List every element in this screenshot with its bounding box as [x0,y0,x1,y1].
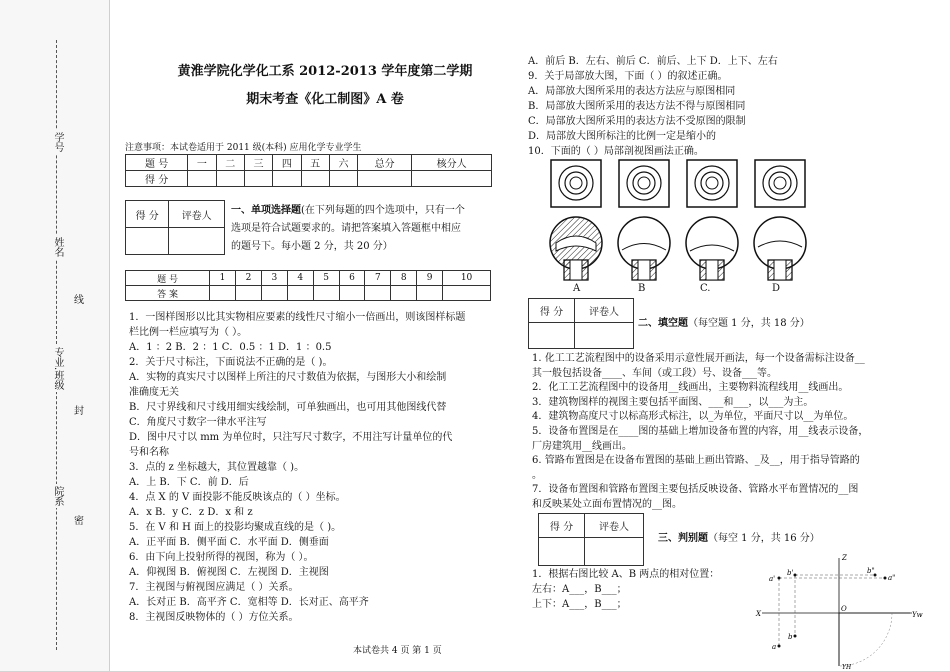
origin-label: O [841,605,847,613]
question-line: 左右：A___，B___； [532,584,627,595]
answer-header-cell: 3 [261,271,287,286]
answer-row-label: 答 案 [126,286,210,301]
question-line: 3．建筑物图样的视图主要包括平面图、___和___，以___为主。 [532,396,814,408]
section2-title: 二、填空题 [638,318,688,329]
grader-score-label: 得 分 [126,201,169,228]
question-line: 6. 管路布置图是在设备布置图的基础上画出管路、_及__，用于指导管路的 [532,455,860,467]
score-table [125,154,492,187]
question-line: 上下：A___，B___； [532,599,627,610]
section-view-figures [546,155,826,295]
question-line: 6．由下向上投射所得的视图，称为（ ）。 [129,552,314,563]
section1-instr: (在下列每题的四个选项中，只有一个 [301,205,465,216]
projection-diagram [742,548,942,671]
grader-score-cell[interactable] [539,538,585,566]
score-header-cell: 二 [216,155,244,171]
figure-label-a: A [573,283,581,294]
answer-header-cell: 9 [417,271,443,286]
answer-header-cell: 4 [287,271,313,286]
axis-label-z: Z [842,554,847,562]
name-label: 姓名 [52,237,63,257]
question-line: 3．点的 z 坐标越大，其位置越靠（ )。 [129,462,305,473]
question-line: 1．根据右图比较 A、B 两点的相对位置： [532,569,720,580]
grader-name-label: 评卷人 [585,514,644,538]
axis-label-yh: YH [842,664,852,671]
question-line: 。 [532,469,542,481]
figure-b [618,160,670,280]
section1-header [231,202,501,256]
binding-margin [0,0,110,671]
page-footer: 本试卷共 4 页 第 1 页 [353,646,442,656]
grader-score-label: 得 分 [529,299,575,323]
question-line: 2．化工工艺流程图中的设备用__线画出，主要物料流程线用__线画出。 [532,382,849,394]
grader-box-3 [538,513,644,566]
section2-note: （每空题 1 分，共 18 分） [688,318,810,329]
question-list-right-top [528,54,778,159]
grader-name-cell[interactable] [169,228,225,255]
answer-table [125,270,491,301]
question-line: 4．建筑物高度尺寸以标高形式标注，以_为单位，平面尺寸以__为单位。 [532,411,854,423]
point-label-a: a [772,643,777,651]
question-line: 厂房建筑用__线画出。 [532,440,632,452]
answer-cell[interactable] [365,286,391,301]
score-header-cell: 五 [301,155,329,171]
question-line: 1．一图样图形以比其实物相应要素的线性尺寸缩小一倍画出，则该图样标题 [129,312,466,323]
question-line: A．长对正 B．高平齐 C．宽相等 D．长对正、高平齐 [129,597,369,608]
score-cell[interactable] [301,171,329,187]
question-line: A．局部放大图所采用的表达方法应与原图相同 [528,86,736,97]
question-line: 栏比例一栏应填写为（ ）。 [129,327,248,338]
question-line: 1. 化工工艺流程图中的设备采用示意性展开画法，每一个设备需标注设备__ [532,353,865,364]
score-header-cell: 四 [273,155,301,171]
question-line: A．1 ：2 B．2 ：1 C．0.5 ：1 D．1 ：0.5 [129,342,332,353]
question-line: 8．主视图反映物体的（ ）方位关系。 [129,612,299,623]
answer-cell[interactable] [443,286,491,301]
grader-name-cell[interactable] [585,538,644,566]
section2-header [638,315,810,333]
grader-box-2 [528,298,634,349]
answer-header-cell: 2 [235,271,261,286]
section1-instr: 选项是符合试题要求的。请把答案填入答题框中相应 [231,223,461,234]
answer-cell[interactable] [235,286,261,301]
answer-cell[interactable] [261,286,287,301]
exam-notice: 注意事项：本试卷适用于 2011 级(本科) 应用化学专业学生 [125,143,362,153]
major-class-label: 专业.班级 [52,347,63,391]
figure-label-c: C. [700,283,711,294]
answer-header-cell: 1 [210,271,236,286]
point-label-b: b [788,633,793,641]
question-line: 4．点 X 的 V 面投影不能反映该点的（ ）坐标。 [129,492,346,503]
question-line: 号和名称 [129,447,169,458]
figure-label-d: D [772,283,781,294]
grader-name-label: 评卷人 [575,299,634,323]
grader-name-cell[interactable] [575,323,634,349]
grader-score-cell[interactable] [529,323,575,349]
score-cell[interactable] [188,171,216,187]
answer-header-cell: 7 [365,271,391,286]
answer-header-cell: 5 [313,271,339,286]
section3-title: 三、判别题 [658,533,708,544]
question-list-fill [532,352,868,513]
answer-cell[interactable] [313,286,339,301]
question-line: 2．关于尺寸标注，下面说法不正确的是（ )。 [129,357,333,368]
answer-header-cell: 10 [443,271,491,286]
point-label-b-prime: b' [787,569,794,577]
score-cell[interactable] [216,171,244,187]
grader-box-1 [125,200,225,255]
question-line: 7．主视图与俯视图应满足（ ）关系。 [129,582,299,593]
section3-header [658,530,820,548]
department-label: 院系 [52,486,63,506]
figure-label-b: B [638,283,646,294]
answer-header-cell: 6 [339,271,365,286]
answer-cell[interactable] [210,286,236,301]
exam-title: 黄淮学院化学化工系 2012-2013 学年度第二学期 [177,64,473,79]
seal-char-seal: 封 [72,402,86,417]
score-cell[interactable] [329,171,357,187]
point-label-a-double-prime: a" [888,574,896,582]
score-row-label: 得 分 [126,171,188,187]
answer-cell[interactable] [287,286,313,301]
seal-char-line: 线 [72,291,86,306]
seal-char-secret: 密 [72,512,86,527]
score-cell[interactable] [244,171,272,187]
point-label-a-prime: a' [769,575,776,583]
score-header-cell: 核分人 [412,155,492,171]
score-header-cell: 三 [244,155,272,171]
question-line: 和反映某处立面布置情况的__图。 [532,498,682,510]
student-id-label: 学号 [52,132,63,152]
question-line: 7．设备布置图和管路布置图主要包括反映设备、管路水平布置情况的__图 [532,484,859,496]
question-line: A．实物的真实尺寸以图样上所注的尺寸数值为依据，与图形大小和绘制 [129,372,447,383]
answer-cell[interactable] [417,286,443,301]
answer-cell[interactable] [339,286,365,301]
question-line: 5．设备布置图是在____图的基础上增加设备布置的内容，用__线表示设备， [532,425,869,437]
question-line: C．局部放大图所采用的表达方法不受原图的限制 [528,116,746,127]
question-list-judge [532,567,719,612]
axis-label-yw: Yw [912,611,923,619]
question-line: B．尺寸界线和尺寸线用细实线绘制，可单独画出，也可用其他图线代替 [129,402,447,413]
question-line: A．上 B．下 C．前 D．后 [129,477,249,488]
question-line: D．图中尺寸以 mm 为单位时，只注写尺寸数字，不用注写计量单位的代 [129,432,453,443]
score-cell[interactable] [358,171,412,187]
point-label-b-double-prime: b" [867,567,875,575]
figure-a [550,160,602,280]
question-line: D．局部放大图所标注的比例一定是缩小的 [528,131,717,142]
section1-title: 一、单项选择题 [231,205,301,216]
answer-header-cell: 8 [391,271,417,286]
score-header-cell: 总分 [358,155,412,171]
answer-cell[interactable] [391,286,417,301]
question-list-left [129,310,465,625]
figure-c [686,160,738,280]
score-header-cell: 六 [329,155,357,171]
figure-d [754,160,806,280]
question-line: 9．关于局部放大图，下面（ ）的叙述正确。 [528,71,728,82]
grader-score-label: 得 分 [539,514,585,538]
grader-name-label: 评卷人 [169,201,225,228]
score-cell[interactable] [412,171,492,187]
question-line: 其一般包括设备____、车间（或工段）号、设备___等。 [532,367,777,379]
score-header-cell: 一 [188,155,216,171]
question-line: B．局部放大图所采用的表达方法不得与原图相同 [528,101,746,112]
question-line: 10．下面的（ ）局部剖视图画法正确。 [528,146,704,157]
answer-header-cell: 题 号 [126,271,210,286]
section1-instr: 的题号下。每小题 2 分，共 20 分） [231,241,393,252]
question-line: 准确度无关 [129,387,179,398]
question-line: C．角度尺寸数字一律水平注写 [129,417,267,428]
question-line: 5．在 V 和 H 面上的投影均聚成直线的是（ )。 [129,522,342,533]
axis-label-x: X [756,610,761,618]
question-line: A．正平面 B．侧平面 C．水平面 D．侧垂面 [129,537,329,548]
score-header-cell: 题 号 [126,155,188,171]
score-cell[interactable] [273,171,301,187]
question-line: A．x B．y C．z D．x 和 z [129,507,253,518]
question-line: A．仰视图 B．俯视图 C．左视图 D．主视图 [129,567,329,578]
grader-score-cell[interactable] [126,228,169,255]
exam-subtitle: 期末考查《化工制图》A 卷 [246,92,404,107]
question-line: A．前后 B．左右、前后 C．前后、上下 D．上下、左右 [528,56,778,67]
section3-note: （每空 1 分，共 16 分） [708,533,820,544]
